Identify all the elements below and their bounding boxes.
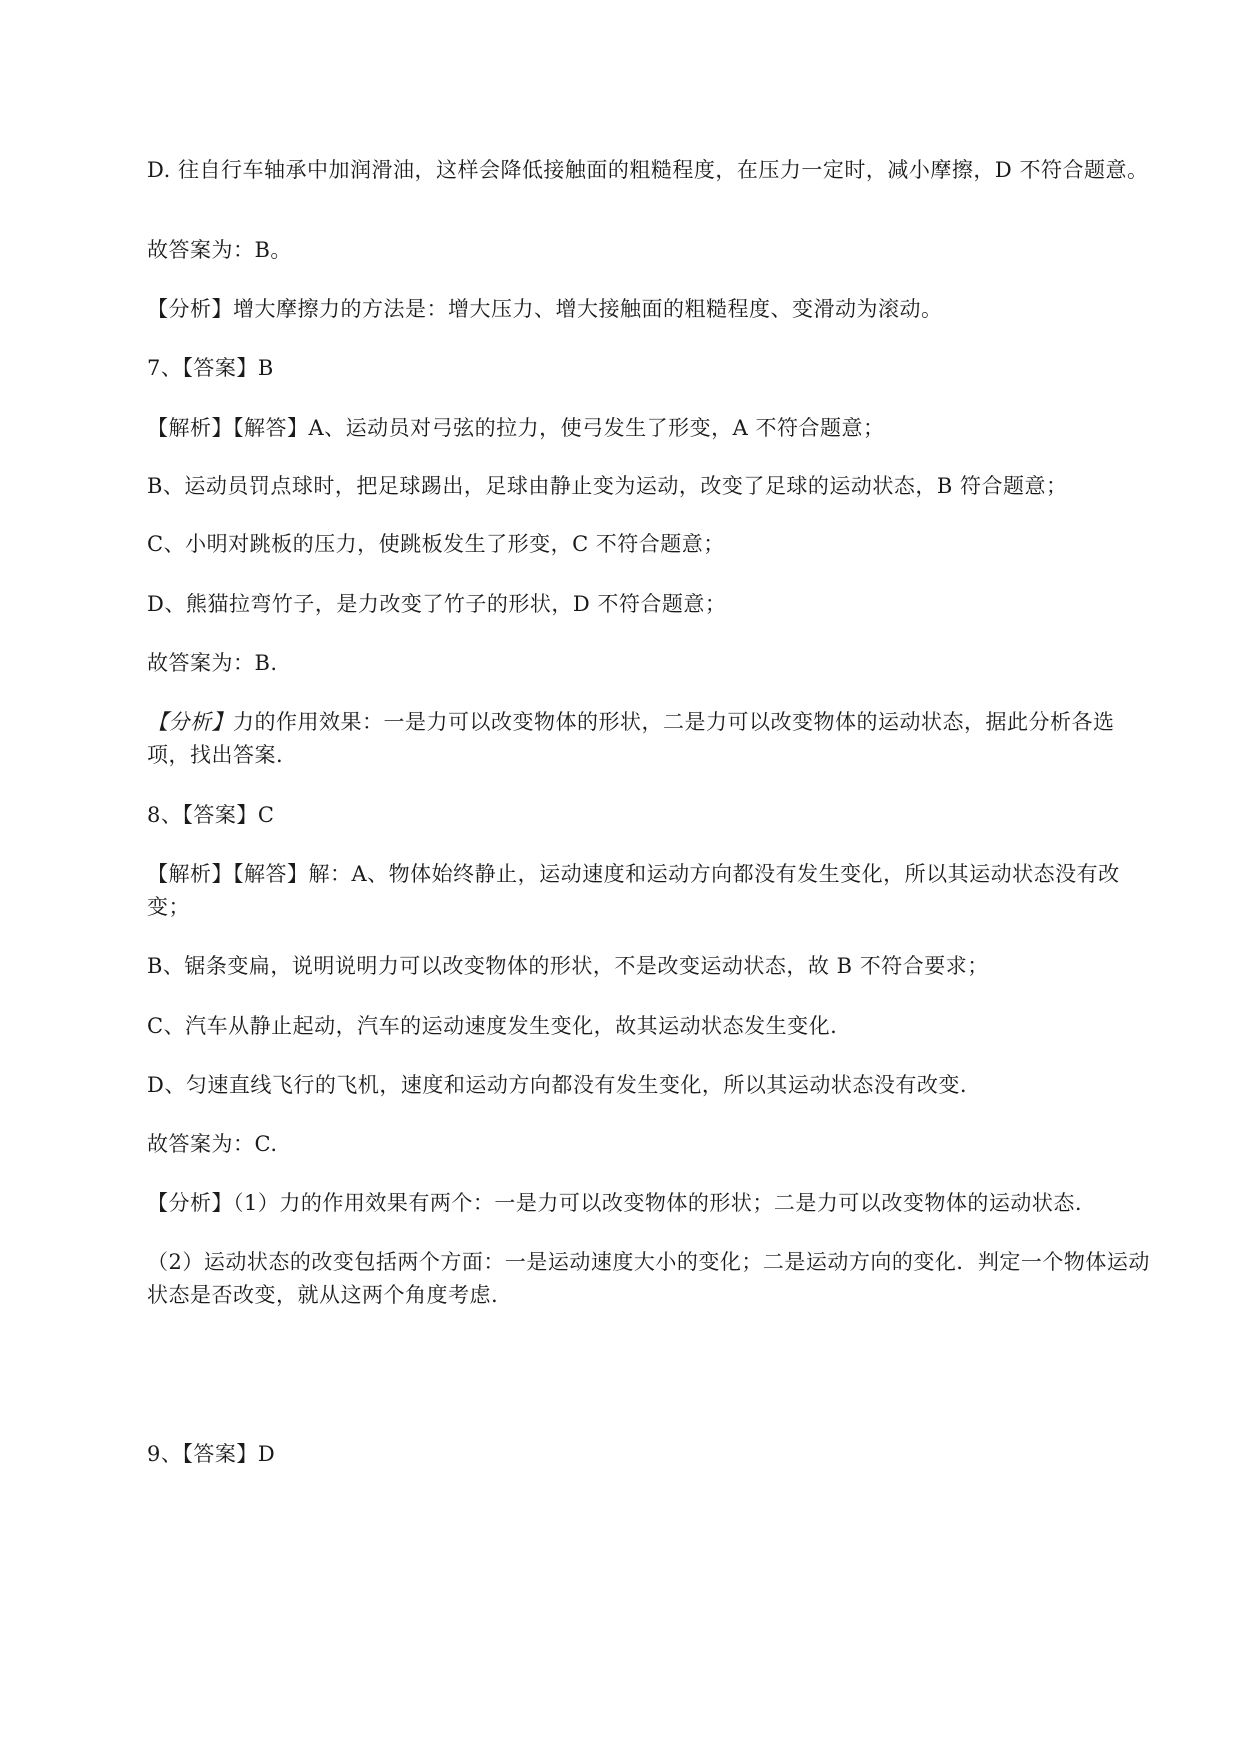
analysis-tag: 【分析】 [147,710,233,734]
paragraph-q8-option-c: C、汽车从静止起动，汽车的运动速度发生变化，故其运动状态发生变化. [147,1014,838,1038]
paragraph-d-lubricant: D. 往自行车轴承中加润滑油，这样会降低接触面的粗糙程度，在压力一定时，减小摩擦，D 不符合题意。 [147,158,1149,182]
paragraph-q7-final-answer: 故答案为：B. [147,651,278,675]
paragraph-q7-option-d: D、熊猫拉弯竹子，是力改变了竹子的形状，D 不符合题意； [147,592,727,616]
paragraph-q8-analysis-1: 【分析】（1）力的作用效果有两个：一是力可以改变物体的形状；二是力可以改变物体的运动状态. [147,1191,1083,1215]
paragraph-q7-analysis [147,706,1157,772]
paragraph-q7-solution-a: 【解析】【解答】A、运动员对弓弦的拉力，使弓发生了形变，A 不符合题意； [147,416,885,440]
paragraph-q8-final-answer: 故答案为：C. [147,1132,278,1156]
paragraph-analysis-6: 【分析】增大摩擦力的方法是：增大压力、增大接触面的粗糙程度、变滑动为滚动。 [147,297,943,321]
paragraph-q9-answer: 9、【答案】D [147,1442,276,1466]
paragraph-q7-answer: 7、【答案】B [147,356,274,380]
analysis-text: 力的作用效果：一是力可以改变物体的形状，二是力可以改变物体的运动状态，据此分析各选项，找出答案. [147,710,1115,767]
paragraph-q8-option-b: B、锯条变扁，说明说明力可以改变物体的形状，不是改变运动状态，故 B 不符合要求； [147,954,989,978]
paragraph-q8-analysis-2: （2）运动状态的改变包括两个方面：一是运动速度大小的变化；二是运动方向的变化．判定一个物体运动状态是否改变，就从这两个角度考虑. [147,1250,1150,1307]
paragraph-q7-option-c: C、小明对跳板的压力，使跳板发生了形变，C 不符合题意； [147,532,725,556]
paragraph-q7-option-b: B、运动员罚点球时，把足球踢出，足球由静止变为运动，改变了足球的运动状态，B 符合题意； [147,474,1068,498]
paragraph-q8-solution-a: 【解析】【解答】解：A、物体始终静止，运动速度和运动方向都没有发生变化，所以其运动状态没有改变； [147,862,1120,919]
paragraph-q8-answer: 8、【答案】C [147,803,275,827]
paragraph-answer-b-6: 故答案为：B。 [147,238,292,262]
paragraph-q8-option-d: D、匀速直线飞行的飞机，速度和运动方向都没有发生变化，所以其运动状态没有改变. [147,1073,968,1097]
